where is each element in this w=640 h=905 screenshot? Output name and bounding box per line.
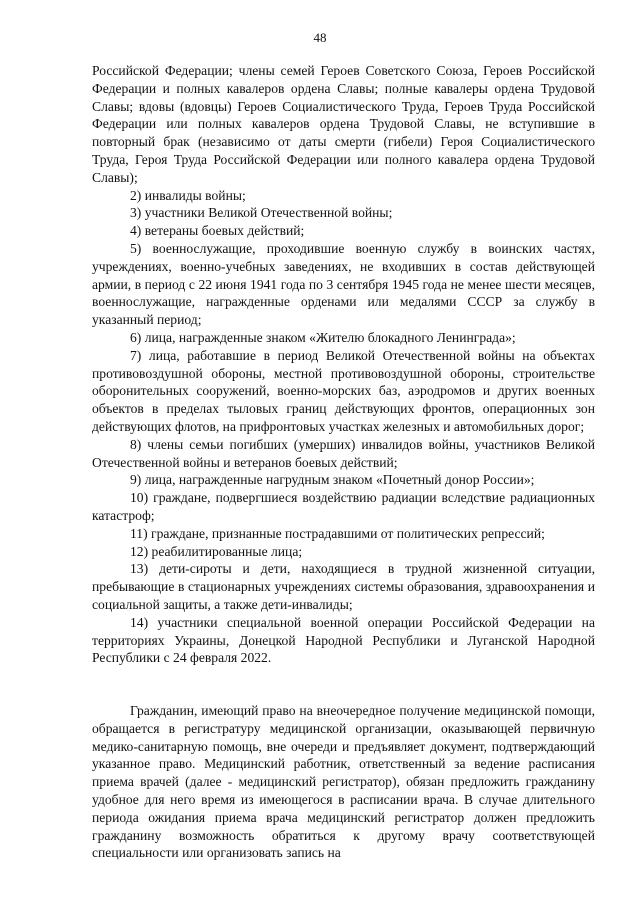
list-item: 14) участники специальной военной операции Российской Федерации на территориях Украины, Донецкой Народной Республики и Луганской Народной Республики с 24 февраля 2022. xyxy=(92,614,595,666)
list-item: 11) граждане, признанные пострадавшими от политических репрессий; xyxy=(130,525,545,541)
list-item: 13) дети-сироты и дети, находящиеся в трудной жизненной ситуации, пребывающие в стационарных учреждениях системы образования, здравоохранения и социальной защиты, а также дети-инвалиды; xyxy=(92,561,595,612)
paragraph-spacer xyxy=(92,667,595,702)
list-item: 8) члены семьи погибших (умерших) инвалидов войны, участников Великой Отечественной войны и ветеранов боевых действий; xyxy=(92,436,595,470)
document-body xyxy=(92,62,595,862)
list-item: 5) военнослужащие, проходившие военную службу в воинских частях, учреждениях, военно-учебных заведениях, не входивших в состав действующей армии, в период с 22 июня 1941 года по 3 сентября 1945 года не менее шести месяцев, военнослужащие, награжденные орденами или медалями СССР за службу в указанный период; xyxy=(92,240,595,328)
page-number: 48 xyxy=(313,30,327,45)
list-item: 9) лица, награжденные нагрудным знаком «Почетный донор России»; xyxy=(130,472,535,488)
list-item: 4) ветераны боевых действий; xyxy=(130,223,305,239)
list-item: 6) лица, награжденные знаком «Жителю блокадного Ленинграда»; xyxy=(130,329,516,345)
list-item: 12) реабилитированные лица; xyxy=(130,543,303,559)
intro-paragraph: Российской Федерации; члены семей Героев Советского Союза, Героев Российской Федерации и полных кавалеров ордена Славы; полные кавалеры ордена Трудовой Славы; вдовы (вдовцы) Героев Социалистического Труда, Героев Труда Российской Федерации или полных кавалеров ордена Трудовой Славы, не вступившие в повторный брак (независимо от даты смерти (гибели) Героя Социалистического Труда, Героя Труда Российской Федерации или полного кавалера ордена Трудовой Славы); xyxy=(92,63,595,185)
list-item: 10) граждане, подвергшиеся воздействию радиации вследствие радиационных катастроф; xyxy=(92,490,595,523)
list-item: 2) инвалиды войны; xyxy=(130,187,246,203)
list-item: 3) участники Великой Отечественной войны; xyxy=(130,205,393,221)
list-item: 7) лица, работавшие в период Великой Отечественной войны на объектах противовоздушной обороны, местной противовоздушной обороны, строительстве оборонительных сооружений, военно-морских баз, аэродромов и других военных объектов в пределах тыловых границ действующих фронтов, операционных зон действующих флотов, на прифронтовых участках железных и автомобильных дорог; xyxy=(92,347,595,434)
closing-paragraph: Гражданин, имеющий право на внеочередное получение медицинской помощи, обращается в регистратуру медицинской организации, оказывающей первичную медико-санитарную помощь, вне очереди и предъявляет документ, подтверждающий указанное право. Медицинский работник, ответственный за ведение расписания приема врачей (далее - медицинский регистратор), обязан предложить гражданину удобное для него время из имеющегося в расписании врача. В случае длительного периода ожидания приема врача медицинский регистратор должен предложить гражданину возможность обратиться к другому врачу соответствующей специальности или организовать запись на xyxy=(92,703,595,861)
